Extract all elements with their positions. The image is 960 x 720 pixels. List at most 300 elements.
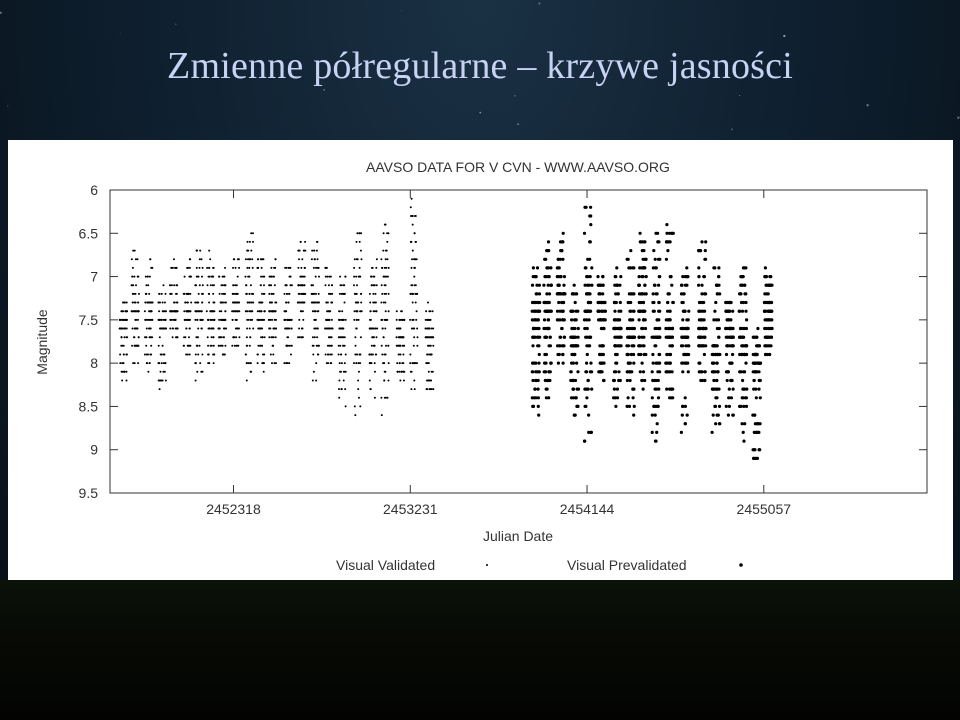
data-point-validated: [232, 267, 234, 269]
data-point-prevalidated: [744, 301, 747, 304]
data-point-prevalidated: [657, 388, 660, 391]
data-point-validated: [328, 284, 330, 286]
data-point-validated: [372, 328, 374, 330]
data-point-validated: [260, 336, 262, 338]
data-point-prevalidated: [590, 388, 593, 391]
data-point-prevalidated: [742, 440, 745, 443]
data-point-prevalidated: [703, 318, 706, 321]
data-point-validated: [425, 310, 427, 312]
data-point-prevalidated: [643, 258, 646, 261]
data-point-prevalidated: [612, 327, 615, 330]
data-point-validated: [219, 293, 221, 295]
data-point-validated: [400, 310, 402, 312]
data-point-validated: [137, 258, 139, 260]
data-point-validated: [175, 319, 177, 321]
data-point-validated: [176, 336, 178, 338]
data-point-prevalidated: [767, 310, 770, 313]
data-point-validated: [312, 380, 314, 382]
data-point-prevalidated: [655, 266, 658, 269]
data-point-validated: [223, 336, 225, 338]
data-point-prevalidated: [652, 405, 655, 408]
data-point-prevalidated: [684, 422, 687, 425]
data-point-validated: [299, 302, 301, 304]
data-point-validated: [359, 241, 361, 243]
data-point-validated: [304, 276, 306, 278]
data-point-validated: [165, 293, 167, 295]
data-point-validated: [145, 276, 147, 278]
light-curve-chart: [8, 140, 953, 580]
data-point-prevalidated: [630, 318, 633, 321]
data-point-validated: [374, 397, 376, 399]
data-point-validated: [262, 276, 264, 278]
data-point-validated: [199, 362, 201, 364]
data-point-prevalidated: [562, 232, 565, 235]
data-point-validated: [399, 380, 401, 382]
data-point-validated: [187, 310, 189, 312]
data-point-validated: [199, 250, 201, 252]
data-point-prevalidated: [756, 327, 759, 330]
data-point-validated: [194, 319, 196, 321]
data-point-validated: [298, 328, 300, 330]
data-point-prevalidated: [632, 414, 635, 417]
data-point-validated: [169, 328, 171, 330]
data-point-prevalidated: [638, 292, 641, 295]
data-point-validated: [183, 345, 185, 347]
data-point-validated: [222, 354, 224, 356]
data-point-validated: [196, 319, 198, 321]
data-point-prevalidated: [570, 310, 573, 313]
data-point-validated: [119, 354, 121, 356]
data-point-prevalidated: [657, 318, 660, 321]
data-point-validated: [252, 293, 254, 295]
data-point-validated: [202, 284, 204, 286]
legend-entry-prevalidated: Visual Prevalidated: [567, 557, 687, 573]
data-point-validated: [358, 319, 360, 321]
y-tick-label: 9.5: [78, 485, 98, 501]
data-point-validated: [220, 310, 222, 312]
data-point-prevalidated: [631, 292, 634, 295]
data-point-prevalidated: [656, 422, 659, 425]
data-point-validated: [330, 362, 332, 364]
data-point-validated: [426, 388, 428, 390]
data-point-validated: [132, 302, 134, 304]
data-point-validated: [369, 380, 371, 382]
data-point-prevalidated: [562, 310, 565, 313]
data-point-validated: [382, 328, 384, 330]
data-point-validated: [183, 310, 185, 312]
data-point-prevalidated: [687, 344, 690, 347]
data-point-validated: [195, 310, 197, 312]
data-point-validated: [146, 354, 148, 356]
data-point-prevalidated: [588, 344, 591, 347]
data-point-prevalidated: [577, 336, 580, 339]
data-point-prevalidated: [685, 266, 688, 269]
data-point-validated: [122, 319, 124, 321]
data-point-validated: [132, 328, 134, 330]
data-point-validated: [357, 258, 359, 260]
data-point-validated: [373, 276, 375, 278]
data-point-prevalidated: [671, 301, 674, 304]
data-point-prevalidated: [769, 310, 772, 313]
data-point-validated: [158, 345, 160, 347]
data-point-prevalidated: [717, 275, 720, 278]
data-point-validated: [245, 354, 247, 356]
data-point-validated: [207, 336, 209, 338]
data-point-validated: [290, 319, 292, 321]
data-point-validated: [428, 310, 430, 312]
data-point-prevalidated: [588, 318, 591, 321]
data-point-validated: [399, 328, 401, 330]
data-point-validated: [271, 293, 273, 295]
data-point-prevalidated: [547, 310, 550, 313]
data-point-validated: [213, 336, 215, 338]
data-point-validated: [313, 250, 315, 252]
data-point-validated: [316, 241, 318, 243]
data-point-validated: [250, 319, 252, 321]
data-point-prevalidated: [545, 396, 548, 399]
data-point-prevalidated: [715, 353, 718, 356]
data-point-prevalidated: [769, 284, 772, 287]
data-point-prevalidated: [602, 284, 605, 287]
data-point-prevalidated: [704, 258, 707, 261]
data-point-validated: [187, 354, 189, 356]
data-point-validated: [189, 345, 191, 347]
plot-frame: [110, 190, 927, 493]
chart-panel: [8, 140, 953, 580]
data-point-prevalidated: [651, 353, 654, 356]
data-point-prevalidated: [602, 353, 605, 356]
star: [783, 35, 785, 37]
data-point-prevalidated: [639, 232, 642, 235]
data-point-validated: [131, 345, 133, 347]
data-point-validated: [257, 258, 259, 260]
data-point-validated: [313, 371, 315, 373]
data-point-prevalidated: [765, 344, 768, 347]
data-point-prevalidated: [546, 327, 549, 330]
data-point-validated: [371, 284, 373, 286]
data-point-validated: [403, 345, 405, 347]
data-point-prevalidated: [640, 336, 643, 339]
data-point-validated: [236, 319, 238, 321]
data-point-validated: [357, 388, 359, 390]
data-point-validated: [223, 293, 225, 295]
data-point-validated: [145, 284, 147, 286]
data-point-validated: [199, 345, 201, 347]
data-point-validated: [302, 319, 304, 321]
data-point-validated: [213, 362, 215, 364]
data-point-prevalidated: [680, 431, 683, 434]
star: [324, 89, 325, 90]
data-point-validated: [427, 319, 429, 321]
data-point-validated: [338, 380, 340, 382]
data-point-validated: [416, 328, 418, 330]
data-point-validated: [415, 362, 417, 364]
data-point-validated: [237, 310, 239, 312]
data-point-prevalidated: [545, 336, 548, 339]
data-point-validated: [172, 310, 174, 312]
data-point-validated: [312, 293, 314, 295]
data-point-validated: [208, 250, 210, 252]
data-point-prevalidated: [651, 396, 654, 399]
data-point-prevalidated: [618, 284, 621, 287]
data-point-validated: [396, 310, 398, 312]
data-point-validated: [268, 319, 270, 321]
data-point-validated: [245, 276, 247, 278]
data-point-validated: [314, 336, 316, 338]
data-point-validated: [355, 276, 357, 278]
data-point-prevalidated: [547, 240, 550, 243]
data-point-validated: [381, 354, 383, 356]
data-point-validated: [381, 293, 383, 295]
data-point-validated: [382, 362, 384, 364]
data-point-validated: [150, 345, 152, 347]
data-point-prevalidated: [561, 353, 564, 356]
data-point-prevalidated: [685, 336, 688, 339]
x-tick-label: 2455057: [736, 501, 792, 517]
data-point-validated: [327, 319, 329, 321]
data-point-validated: [137, 276, 139, 278]
data-point-validated: [313, 328, 315, 330]
data-point-prevalidated: [632, 336, 635, 339]
data-point-validated: [304, 241, 306, 243]
data-point-prevalidated: [619, 379, 622, 382]
data-point-validated: [212, 293, 214, 295]
data-point-validated: [222, 284, 224, 286]
data-point-prevalidated: [665, 258, 668, 261]
data-point-prevalidated: [687, 310, 690, 313]
data-point-validated: [402, 354, 404, 356]
data-point-prevalidated: [532, 336, 535, 339]
data-point-prevalidated: [599, 370, 602, 373]
data-point-validated: [357, 380, 359, 382]
data-point-prevalidated: [654, 414, 657, 417]
data-point-validated: [126, 380, 128, 382]
data-point-validated: [355, 345, 357, 347]
data-point-validated: [384, 302, 386, 304]
data-point-validated: [329, 276, 331, 278]
data-point-validated: [326, 267, 328, 269]
data-point-validated: [344, 388, 346, 390]
data-point-prevalidated: [764, 301, 767, 304]
data-point-validated: [301, 302, 303, 304]
data-point-prevalidated: [614, 318, 617, 321]
data-point-validated: [238, 328, 240, 330]
data-point-validated: [331, 319, 333, 321]
data-point-prevalidated: [531, 362, 534, 365]
data-point-prevalidated: [632, 396, 635, 399]
data-point-prevalidated: [547, 370, 550, 373]
data-point-validated: [208, 293, 210, 295]
data-point-validated: [302, 328, 304, 330]
data-point-validated: [388, 293, 390, 295]
data-point-validated: [383, 276, 385, 278]
data-point-validated: [186, 293, 188, 295]
data-point-validated: [345, 276, 347, 278]
data-point-validated: [301, 293, 303, 295]
data-point-validated: [412, 250, 414, 252]
data-point-validated: [211, 276, 213, 278]
y-tick-label: 6.5: [78, 225, 98, 242]
data-point-validated: [173, 258, 175, 260]
data-point-validated: [416, 293, 418, 295]
data-point-prevalidated: [758, 344, 761, 347]
data-point-prevalidated: [757, 431, 760, 434]
data-point-prevalidated: [538, 310, 541, 313]
data-point-validated: [246, 345, 248, 347]
data-point-validated: [213, 319, 215, 321]
data-point-validated: [149, 276, 151, 278]
data-point-prevalidated: [629, 266, 632, 269]
data-point-validated: [146, 362, 148, 364]
data-point-prevalidated: [557, 301, 560, 304]
data-point-prevalidated: [717, 336, 720, 339]
data-point-validated: [260, 310, 262, 312]
data-point-validated: [288, 267, 290, 269]
data-point-validated: [353, 362, 355, 364]
data-point-validated: [375, 302, 377, 304]
x-axis-label: Julian Date: [482, 528, 554, 544]
data-point-validated: [345, 405, 347, 407]
data-point-prevalidated: [681, 344, 684, 347]
data-point-validated: [161, 328, 163, 330]
star: [957, 117, 959, 119]
data-point-prevalidated: [637, 310, 640, 313]
data-point-prevalidated: [713, 266, 716, 269]
data-point-validated: [284, 293, 286, 295]
legend-marker-validated: [486, 564, 488, 566]
data-point-validated: [150, 310, 152, 312]
data-point-validated: [331, 293, 333, 295]
data-point-prevalidated: [685, 362, 688, 365]
data-point-validated: [300, 310, 302, 312]
data-point-validated: [249, 328, 251, 330]
data-point-prevalidated: [562, 284, 565, 287]
data-point-validated: [186, 319, 188, 321]
data-point-validated: [256, 319, 258, 321]
data-point-prevalidated: [536, 344, 539, 347]
data-point-prevalidated: [767, 301, 770, 304]
data-point-validated: [124, 336, 126, 338]
data-point-prevalidated: [658, 258, 661, 261]
data-point-validated: [134, 250, 136, 252]
data-point-validated: [410, 284, 412, 286]
data-point-prevalidated: [683, 353, 686, 356]
data-point-prevalidated: [729, 318, 732, 321]
data-point-prevalidated: [681, 336, 684, 339]
data-point-validated: [301, 284, 303, 286]
data-point-prevalidated: [665, 353, 668, 356]
data-point-validated: [188, 319, 190, 321]
data-point-validated: [165, 362, 167, 364]
data-point-prevalidated: [588, 292, 591, 295]
star: [120, 33, 121, 34]
data-point-prevalidated: [639, 301, 642, 304]
data-point-validated: [270, 354, 272, 356]
data-point-validated: [233, 302, 235, 304]
data-point-prevalidated: [560, 249, 563, 252]
data-point-prevalidated: [745, 318, 748, 321]
data-point-validated: [231, 345, 233, 347]
data-point-prevalidated: [753, 353, 756, 356]
data-point-validated: [201, 354, 203, 356]
data-point-validated: [339, 345, 341, 347]
data-point-validated: [312, 336, 314, 338]
data-point-validated: [374, 371, 376, 373]
data-point-validated: [165, 380, 167, 382]
data-point-prevalidated: [627, 301, 630, 304]
data-point-validated: [247, 241, 249, 243]
data-point-validated: [249, 336, 251, 338]
data-point-validated: [303, 302, 305, 304]
data-point-validated: [312, 354, 314, 356]
data-point-validated: [388, 267, 390, 269]
data-point-validated: [383, 336, 385, 338]
data-point-prevalidated: [669, 318, 672, 321]
data-point-validated: [233, 258, 235, 260]
data-point-validated: [338, 397, 340, 399]
data-point-validated: [190, 276, 192, 278]
data-point-prevalidated: [732, 336, 735, 339]
data-point-prevalidated: [770, 327, 773, 330]
data-point-validated: [345, 319, 347, 321]
data-point-prevalidated: [628, 310, 631, 313]
data-point-prevalidated: [588, 240, 591, 243]
data-point-validated: [301, 258, 303, 260]
data-point-validated: [225, 319, 227, 321]
data-point-validated: [237, 276, 239, 278]
data-point-validated: [196, 276, 198, 278]
data-point-prevalidated: [544, 379, 547, 382]
data-point-validated: [286, 319, 288, 321]
data-point-prevalidated: [632, 388, 635, 391]
data-point-validated: [385, 310, 387, 312]
data-point-validated: [211, 336, 213, 338]
data-point-prevalidated: [657, 240, 660, 243]
data-point-validated: [340, 388, 342, 390]
data-point-prevalidated: [556, 266, 559, 269]
data-point-prevalidated: [684, 284, 687, 287]
data-point-prevalidated: [561, 318, 564, 321]
data-point-prevalidated: [617, 370, 620, 373]
data-point-prevalidated: [652, 249, 655, 252]
data-point-validated: [271, 319, 273, 321]
data-point-prevalidated: [534, 379, 537, 382]
data-point-validated: [262, 354, 264, 356]
data-point-validated: [252, 232, 254, 234]
data-point-validated: [302, 336, 304, 338]
data-point-validated: [399, 354, 401, 356]
data-point-validated: [195, 380, 197, 382]
data-point-prevalidated: [562, 344, 565, 347]
data-point-validated: [149, 302, 151, 304]
data-point-prevalidated: [765, 327, 768, 330]
data-point-validated: [145, 345, 147, 347]
data-point-prevalidated: [752, 388, 755, 391]
data-point-validated: [249, 302, 251, 304]
data-point-validated: [414, 388, 416, 390]
data-point-validated: [126, 302, 128, 304]
data-point-prevalidated: [741, 396, 744, 399]
data-point-prevalidated: [642, 388, 645, 391]
data-point-validated: [209, 328, 211, 330]
data-point-prevalidated: [615, 362, 618, 365]
data-point-validated: [209, 258, 211, 260]
data-point-prevalidated: [574, 301, 577, 304]
data-point-prevalidated: [535, 275, 538, 278]
data-point-prevalidated: [645, 275, 648, 278]
data-point-validated: [371, 345, 373, 347]
data-point-prevalidated: [727, 396, 730, 399]
